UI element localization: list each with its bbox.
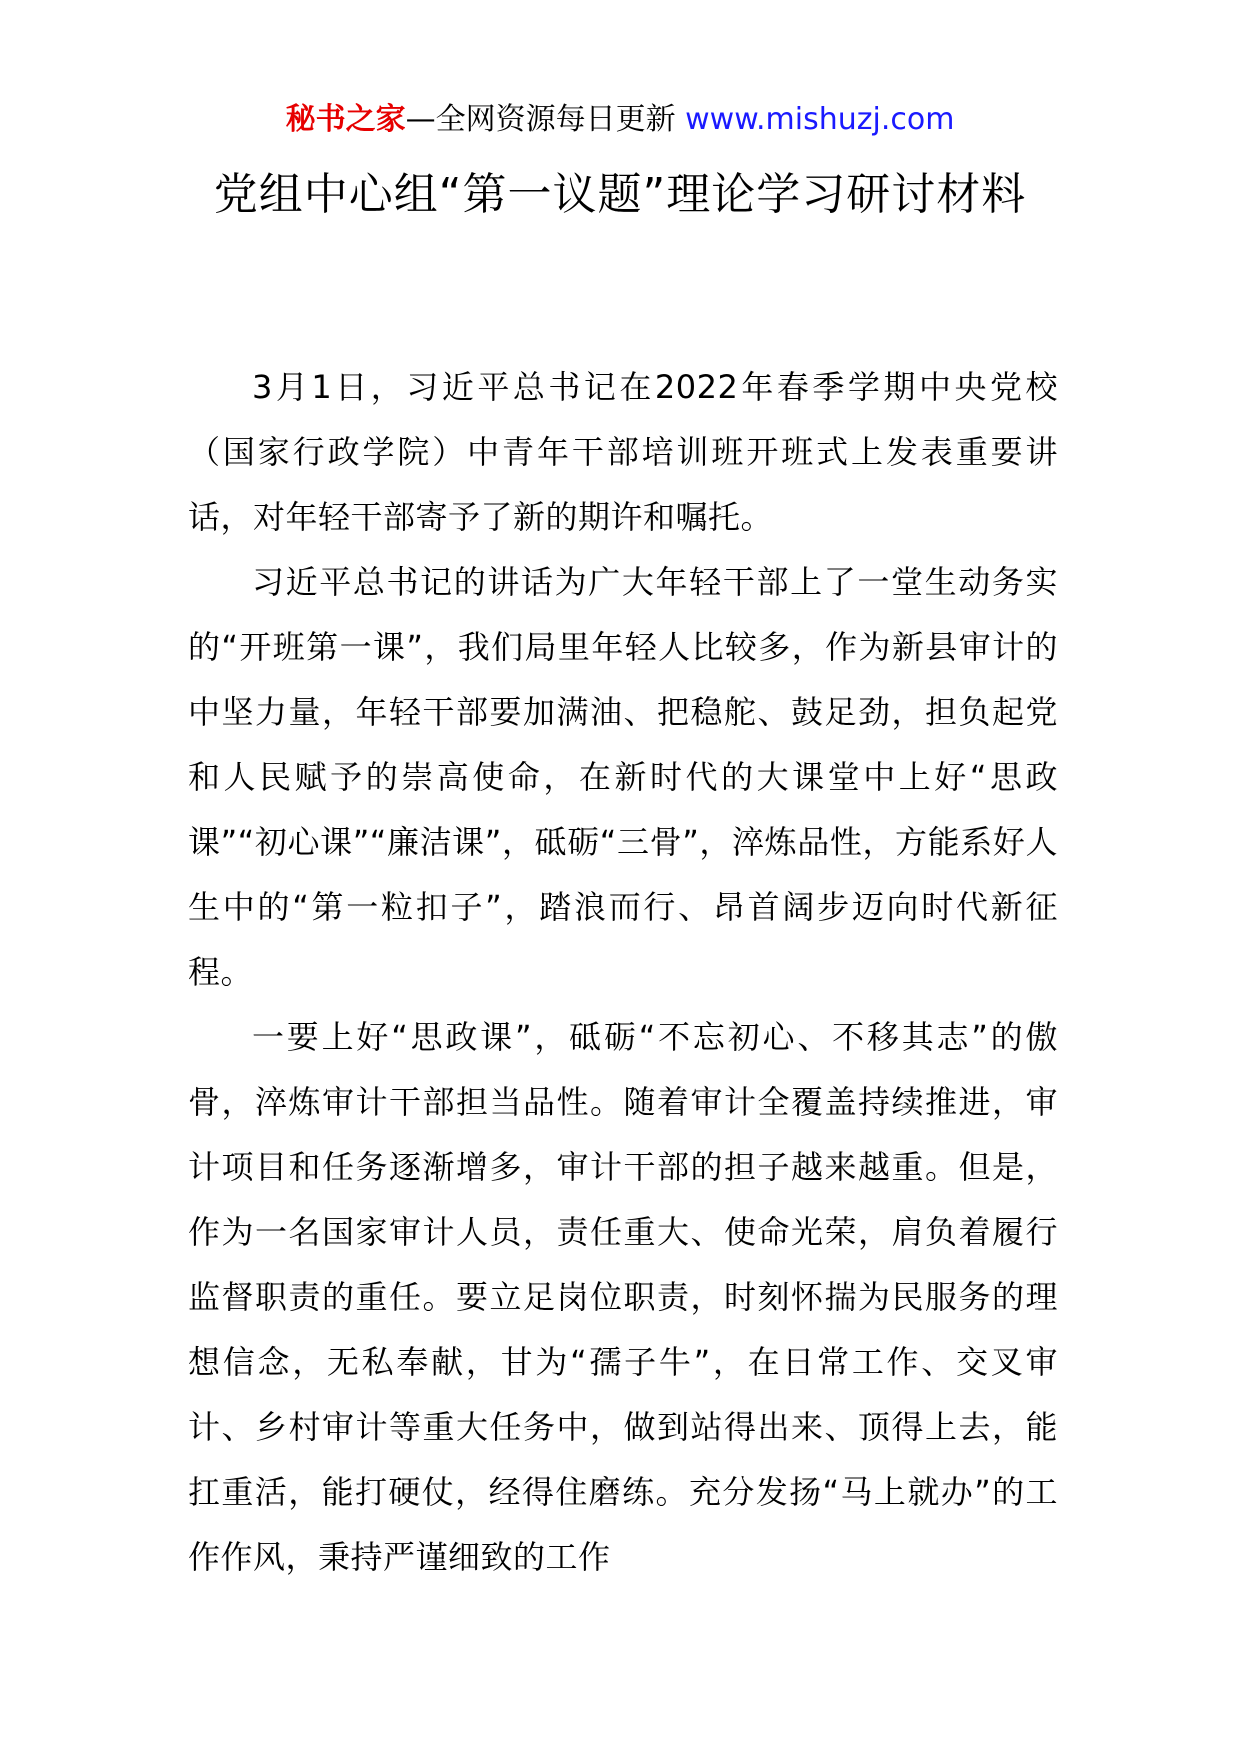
paragraph-significance: 习近平总书记的讲话为广大年轻干部上了一堂生动务实的“开班第一课”，我们局里年轻人比较多，作为新县审计的中坚力量，年轻干部要加满油、把稳舵、鼓足劲，担负起党和人民赋予的崇高使命，在新时代的大课堂中上好“思政课”“初心课”“廉洁课”，砥砺“三骨”，淬炼品性，方能系好人生中的“第一粒扣子”，踏浪而行、昂首阔步迈向时代新征程。 [188,563,1058,991]
site-banner [0,100,1240,140]
paragraph-intro: 3月1日，习近平总书记在2022年春季学期中央党校（国家行政学院）中青年干部培训班开班式上发表重要讲话，对年轻干部寄予了新的期许和嘱托。 [188,368,1058,536]
site-tagline: —全网资源每日更新 [405,102,686,137]
paragraph-point-one: 一要上好“思政课”，砥砺“不忘初心、不移其志”的傲骨，淬炼审计干部担当品性。随着审计全覆盖持续推进，审计项目和任务逐渐增多，审计干部的担子越来越重。但是，作为一名国家审计人员，责任重大、使命光荣，肩负着履行监督职责的重任。要立足岗位职责，时刻怀揣为民服务的理想信念，无私奉献，甘为“孺子牛”，在日常工作、交叉审计、乡村审计等重大任务中，做到站得出来、顶得上去，能扛重活，能打硬仗，经得住磨练。充分发扬“马上就办”的工作作风，秉持严谨细致的工作 [188,1018,1058,1576]
document-body [188,355,1058,1590]
site-brand: 秘书之家 [285,102,406,137]
document-title: 党组中心组“第一议题”理论学习研讨材料 [213,169,1027,220]
site-url-link[interactable]: www.mishuzj.com [685,102,955,137]
